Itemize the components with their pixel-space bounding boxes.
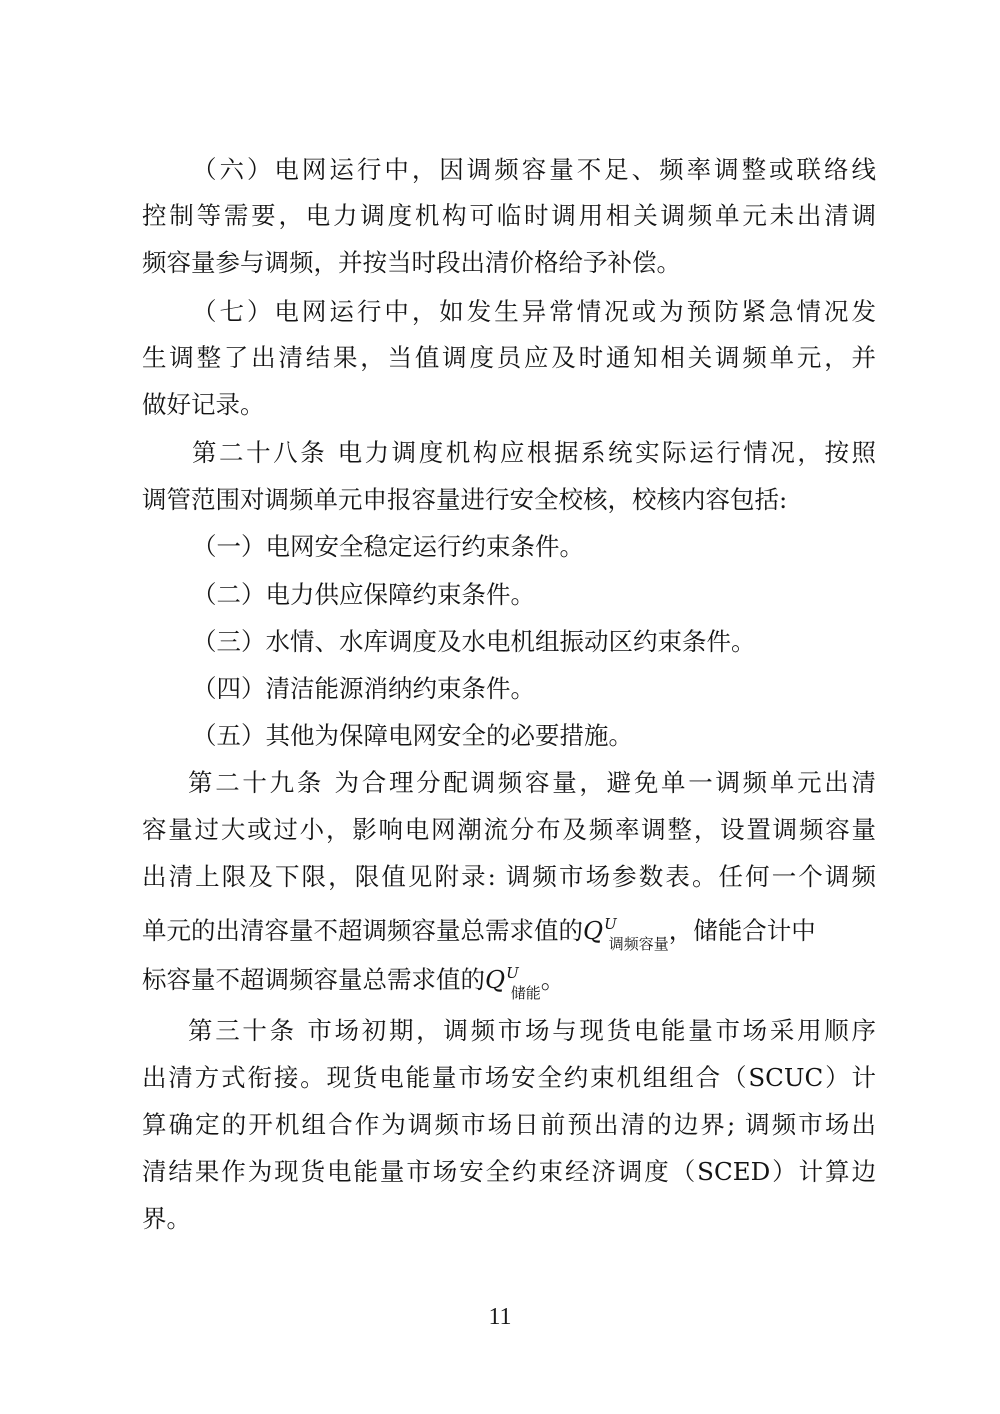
formula-q-symbol-2: Q xyxy=(485,965,506,994)
article-29-line-3: 出清上限及下限，限值见附录: 调频市场参数表。任何一个调频 xyxy=(142,862,876,891)
article-30-line-2: 出清方式衔接。现货电能量市场安全约束机组组合（SCUC）计 xyxy=(142,1063,876,1092)
article-30-line-1: 第三十条 市场初期，调频市场与现货电能量市场采用顺序 xyxy=(188,1016,876,1045)
paragraph-6-line-2: 控制等需要，电力调度机构可临时调用相关调频单元未出清调 xyxy=(142,201,876,230)
formula-q-subscript-regulation: 调频容量 xyxy=(608,935,669,953)
article-29-line-5-text-b: 。 xyxy=(540,965,566,994)
article-30-line-3: 算确定的开机组合作为调频市场日前预出清的边界; 调频市场出 xyxy=(142,1110,876,1139)
article-28-item-3: （三）水情、水库调度及水电机组振动区约束条件。 xyxy=(192,627,756,656)
article-29-line-4-text-a: 单元的出清容量不超调频容量总需求值的 xyxy=(142,916,583,945)
article-29-line-5 xyxy=(142,953,876,1013)
formula-q-symbol: Q xyxy=(583,916,604,945)
formula-q-superscript: U xyxy=(604,915,617,933)
article-30-line-5: 界。 xyxy=(142,1204,191,1233)
article-28-item-1: （一）电网安全稳定运行约束条件。 xyxy=(192,532,584,561)
article-30-line-4: 清结果作为现货电能量市场安全约束经济调度（SCED）计算边 xyxy=(142,1157,876,1186)
article-28-item-5: （五）其他为保障电网安全的必要措施。 xyxy=(192,721,633,750)
article-28-line-1: 第二十八条 电力调度机构应根据系统实际运行情况，按照 xyxy=(192,438,876,467)
paragraph-7-line-3: 做好记录。 xyxy=(142,390,265,419)
article-29-line-4-text-b: ，储能合计中 xyxy=(668,916,816,945)
paragraph-6-line-3: 频容量参与调频，并按当时段出清价格给予补偿。 xyxy=(142,248,681,277)
article-29-line-5-text-a: 标容量不超调频容量总需求值的 xyxy=(142,965,485,994)
article-29-line-1: 第二十九条 为合理分配调频容量，避免单一调频单元出清 xyxy=(188,768,876,797)
formula-q-subscript-storage: 储能 xyxy=(510,984,541,1002)
paragraph-7-line-2: 生调整了出清结果，当值调度员应及时通知相关调频单元，并 xyxy=(142,343,876,372)
article-28-line-2: 调管范围对调频单元申报容量进行安全校核，校核内容包括: xyxy=(142,485,788,514)
article-29-line-2: 容量过大或过小，影响电网潮流分布及频率调整，设置调频容量 xyxy=(142,815,876,844)
paragraph-7-line-1: （七）电网运行中，如发生异常情况或为预防紧急情况发 xyxy=(192,297,876,326)
article-28-item-4: （四）清洁能源消纳约束条件。 xyxy=(192,674,535,703)
paragraph-6-line-1: （六）电网运行中，因调频容量不足、频率调整或联络线 xyxy=(192,155,876,184)
article-28-item-2: （二）电力供应保障约束条件。 xyxy=(192,580,535,609)
formula-q-superscript-2: U xyxy=(506,964,519,982)
page-number: 11 xyxy=(488,1304,512,1330)
